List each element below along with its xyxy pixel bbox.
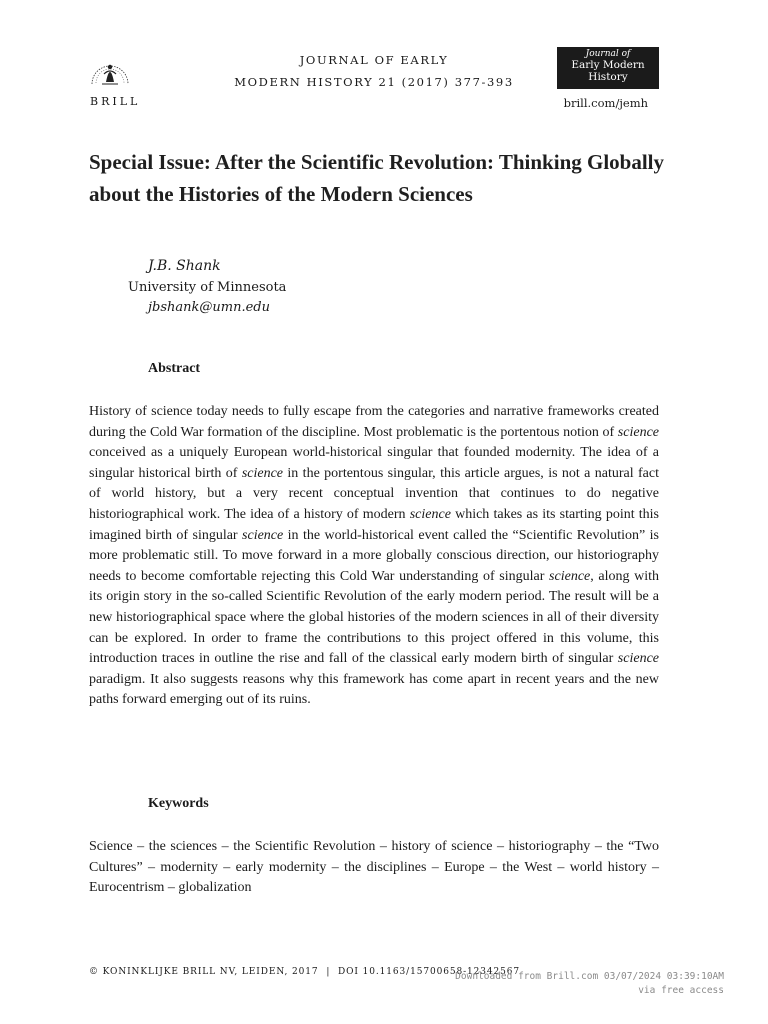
copyright-notice: © KONINKLIJKE BRILL NV, LEIDEN, 2017 (89, 967, 319, 977)
journal-box-line-3: History (588, 71, 628, 83)
footer-separator: | (326, 967, 331, 977)
publisher-name: BRILL (90, 95, 141, 108)
brill-seal-icon (84, 50, 136, 90)
abstract-heading: Abstract (148, 361, 201, 376)
journal-box-line-1: Journal of (585, 49, 631, 59)
download-stamp-line-1: Downloaded from Brill.com 03/07/2024 03:39:10AM (455, 971, 724, 982)
journal-box-line-2: Early Modern (571, 59, 645, 71)
article-title: Special Issue: After the Scientific Revolution: Thinking Globally about the Histories of the Modern Sciences (89, 150, 665, 206)
brill-logo (84, 50, 141, 108)
journal-name-line-1: JOURNAL OF EARLY (299, 53, 449, 67)
keywords-text: Science – the sciences – the Scientific Revolution – history of science – historiography – the “Two Cultures” – modernity – early modernity – the disciplines – Europe – the West – world history – Eurocentrism – globalization (89, 839, 659, 895)
download-stamp (455, 970, 724, 998)
keywords-heading: Keywords (148, 796, 209, 811)
journal-citation-line: MODERN HISTORY 21 (2017) 377-393 (234, 75, 514, 89)
doi-link[interactable]: DOI 10.1163/15700658-12342567 (338, 967, 521, 977)
author-affiliation: University of Minnesota (128, 280, 287, 295)
download-stamp-line-2: via free access (638, 985, 724, 996)
abstract-text: History of science today needs to fully escape from the categories and narrative frameworks created during the Cold War formation of the discipline. Most problematic is the portentous notion of science conceived as a uniquely European world-historical singular that founded modernity. The idea of a singular historical birth of science in the portentous singular, this article argues, is not a natural fact of world history, but a very recent conceptual invention that continues to do negative historiographical work. The idea of a history of modern science which takes as its starting point this imagined birth of singular science in the world-historical event called the “Scientific Revolution” is more problematic still. To move forward in a more globally conscious direction, our historiography needs to become comfortable rejecting this Cold War understanding of singular science, along with its origin story in the so-called Scientific Revolution of the early modern period. The result will be a new historiographical space where the global histories of the modern sciences in all of their diversity can be explored. In order to frame the contributions to this project offered in this volume, this introduction traces in outline the rise and fall of the classical early modern birth of singular science paradigm. It also suggests reasons why this framework has come apart in recent years and the new paths forward emerging out of its ruins. (89, 404, 659, 708)
author-email-link[interactable]: jbshank@umn.edu (148, 300, 270, 315)
journal-title-box (557, 47, 659, 89)
journal-url-link[interactable]: brill.com/jemh (563, 96, 648, 110)
author-name: J.B. Shank (148, 258, 221, 274)
